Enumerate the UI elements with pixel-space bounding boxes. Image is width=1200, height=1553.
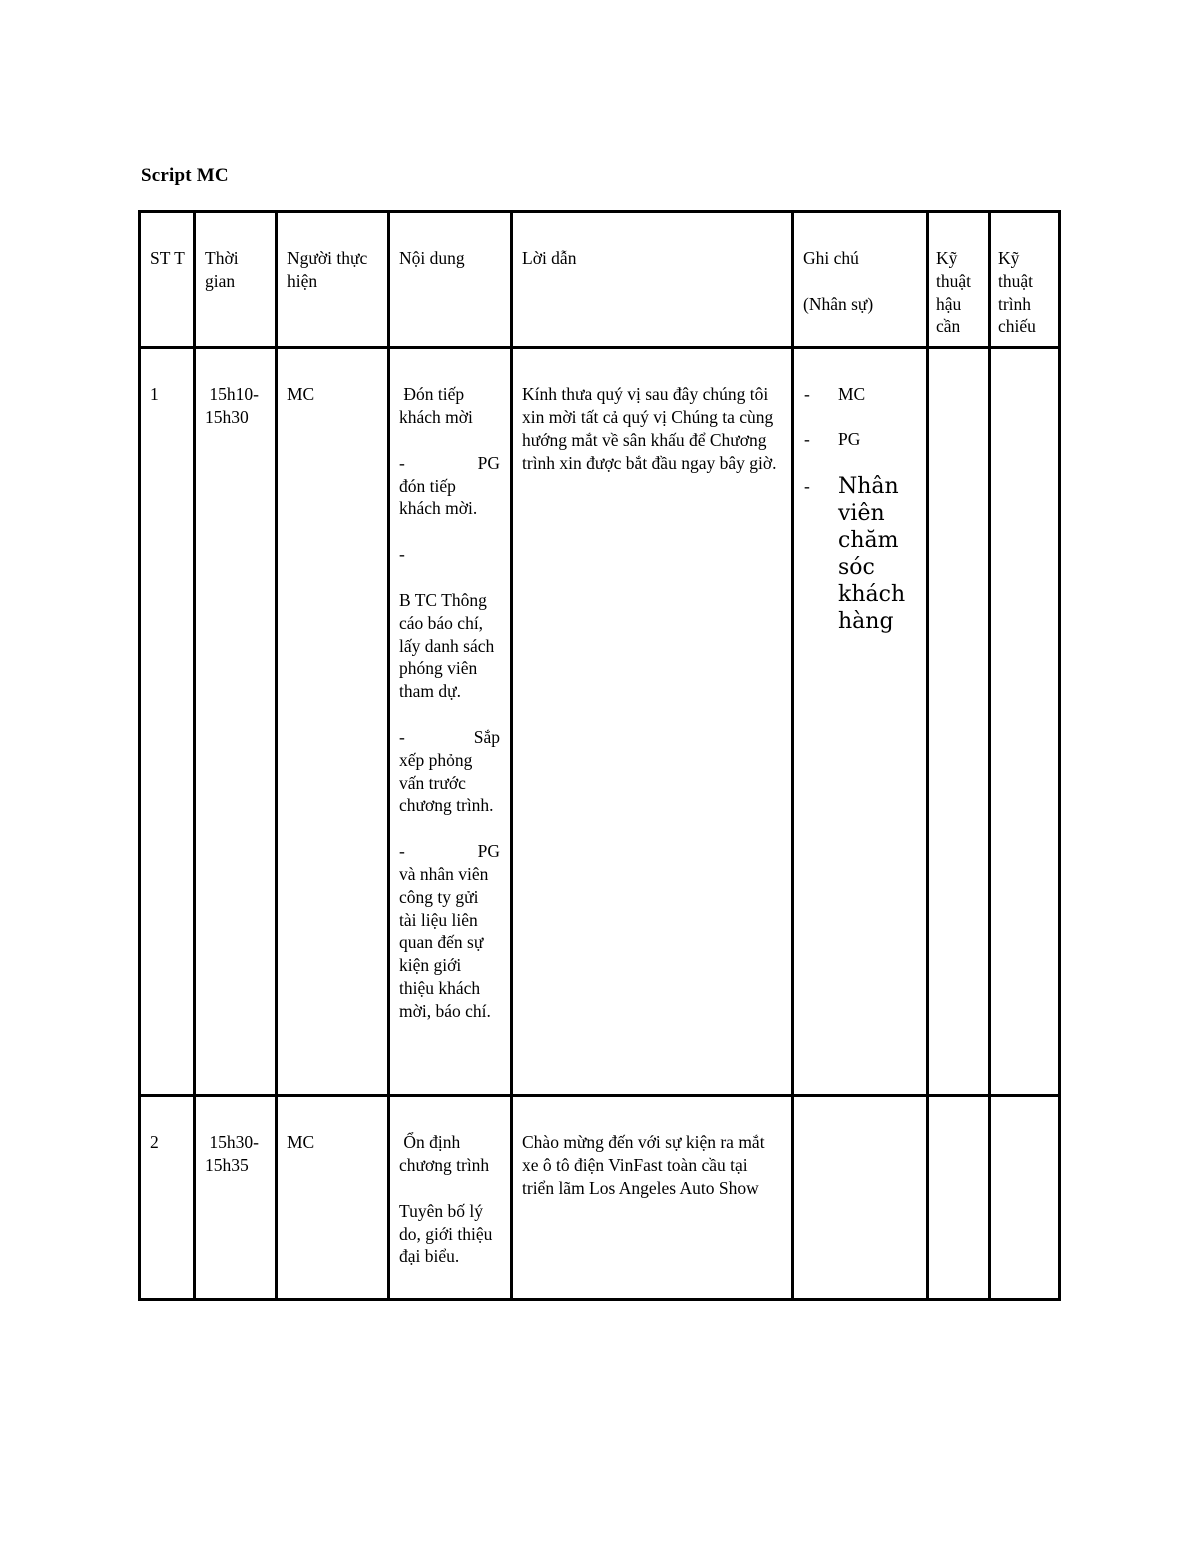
- noi-dung-line: Ổn định chương trình: [399, 1132, 490, 1175]
- header-nguoi-thuc-hien: Người thực hiện: [277, 212, 389, 348]
- noi-dung-item: - PG và nhân viên công ty gửi tài liệu liên quan đến sự kiện giới thiệu khách mời, báo chí.: [399, 841, 500, 1021]
- cell-nguoi-thuc-hien: MC: [277, 348, 389, 1096]
- cell-noi-dung: [389, 348, 512, 1096]
- noi-dung-item: - Sắp xếp phỏng vấn trước chương trình.: [399, 726, 500, 816]
- cell-thoi-gian: 15h30-15h35: [195, 1096, 277, 1300]
- cell-ky-thuat-hau-can: [928, 1096, 990, 1300]
- table-row: [140, 1096, 1060, 1300]
- noi-dung-line: Tuyên bố lý do, giới thiệu đại biểu.: [399, 1200, 493, 1267]
- header-ghi-chu-sub: (Nhân sự): [803, 293, 874, 314]
- document-title: Script MC: [141, 165, 229, 186]
- cell-loi-dan: Kính thưa quý vị sau đây chúng tôi xin mời tất cả quý vị Chúng ta cùng hướng mắt về sân khấu để Chương trình xin được bắt đầu ngay bây giờ.: [512, 348, 793, 1096]
- cell-ghi-chu: [793, 348, 928, 1096]
- header-ghi-chu-label: Ghi chú: [803, 248, 859, 268]
- ghi-chu-list: [804, 383, 920, 635]
- list-item: - Nhân viên chăm sóc khách hàng: [804, 473, 906, 634]
- header-stt: ST T: [140, 212, 195, 348]
- cell-thoi-gian: 15h10-15h30: [195, 348, 277, 1096]
- header-loi-dan: Lời dẫn: [512, 212, 793, 348]
- cell-noi-dung: [389, 1096, 512, 1300]
- noi-dung-line: Đón tiếp khách mời: [399, 384, 473, 427]
- header-noi-dung: Nội dung: [389, 212, 512, 348]
- cell-stt: 2: [140, 1096, 195, 1300]
- cell-nguoi-thuc-hien: MC: [277, 1096, 389, 1300]
- header-ky-thuat-hau-can: Kỹ thuật hậu cần: [928, 212, 990, 348]
- cell-stt: 1: [140, 348, 195, 1096]
- table-row: [140, 348, 1060, 1096]
- noi-dung-item: - B TC Thông cáo báo chí, lấy danh sách phóng viên tham dự.: [399, 544, 495, 702]
- header-ghi-chu: [793, 212, 928, 348]
- mc-script-table: [138, 210, 1061, 1301]
- noi-dung-item: - PG đón tiếp khách mời.: [399, 452, 500, 519]
- list-item: - MC: [804, 384, 866, 405]
- list-item: - PG: [804, 428, 861, 449]
- cell-ky-thuat-hau-can: [928, 348, 990, 1096]
- cell-ghi-chu: [793, 1096, 928, 1300]
- cell-loi-dan: Chào mừng đến với sự kiện ra mắt xe ô tô điện VinFast toàn cầu tại triển lãm Los Angeles Auto Show: [512, 1096, 793, 1300]
- cell-ky-thuat-trinh-chieu: [990, 348, 1060, 1096]
- header-thoi-gian: Thời gian: [195, 212, 277, 348]
- header-ky-thuat-trinh-chieu: Kỹ thuật trình chiếu: [990, 212, 1060, 348]
- table-header-row: [140, 212, 1060, 348]
- cell-ky-thuat-trinh-chieu: [990, 1096, 1060, 1300]
